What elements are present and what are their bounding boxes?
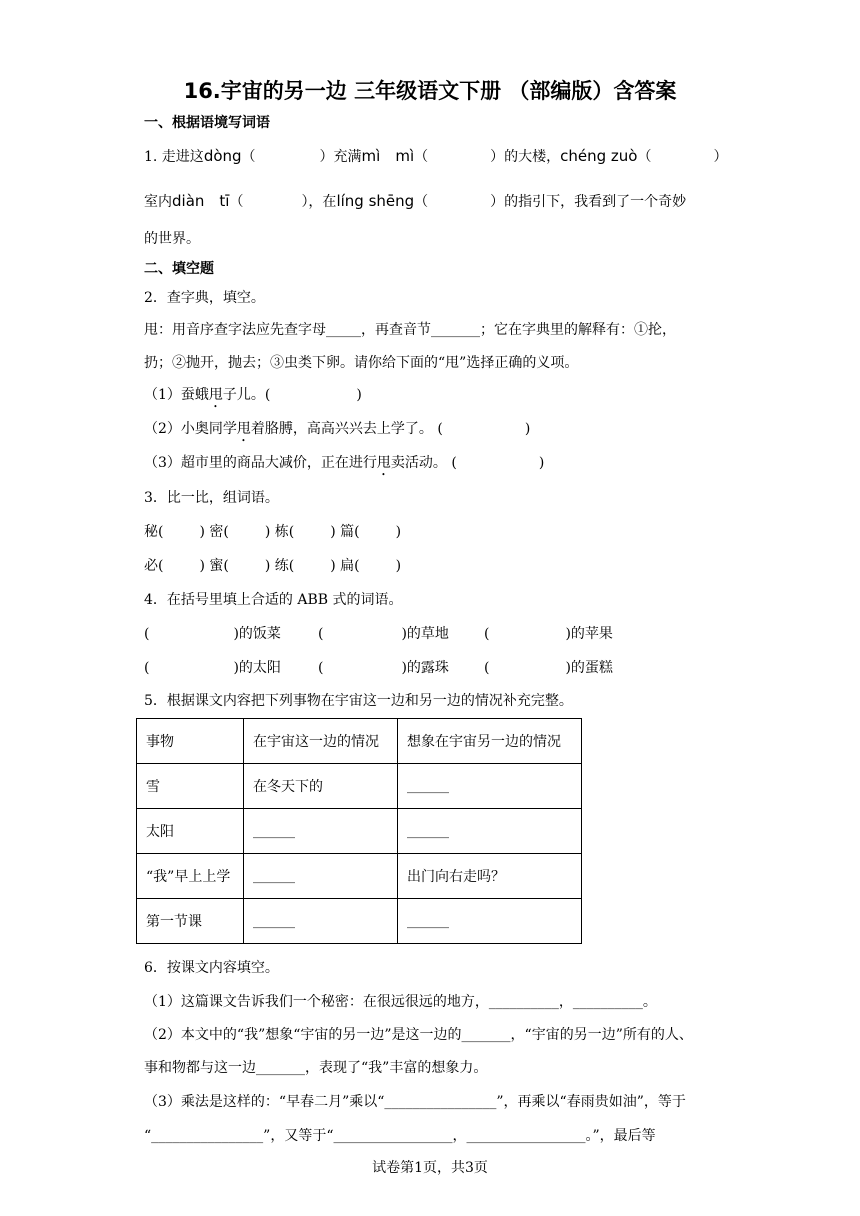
q1-text: 室内 (144, 194, 172, 210)
table-cell: 在冬天下的 (244, 764, 398, 809)
question-6-line-5: “________________”，又等于“_________________，_________________。”，最后等 (144, 1128, 656, 1144)
compare-char: 秘( (144, 524, 164, 540)
table-cell: 太阳 (137, 809, 244, 854)
abb-item: ( )的蛋糕 (484, 660, 613, 676)
sub-text: 子儿。( (222, 387, 271, 403)
table-cell: ______ (398, 764, 582, 809)
question-4-title: 4．在括号里填上合适的 ABB 式的词语。 (144, 592, 403, 608)
section-heading-1: 一、根据语境写词语 (144, 115, 270, 131)
table-row (137, 764, 582, 809)
emphasized-char: 甩 (236, 421, 251, 437)
comparison-table (136, 718, 582, 944)
section-heading-2: 二、填空题 (144, 261, 214, 277)
compare-char: ) 蜜( (199, 558, 229, 574)
q1-text: ），在 (301, 194, 337, 210)
table-cell: 雪 (137, 764, 244, 809)
compare-char: ) (395, 558, 402, 574)
table-cell: 出门向右走吗？ (398, 854, 582, 899)
page-footer: 试卷第1页，共3页 (372, 1160, 488, 1176)
table-header-row (137, 719, 582, 764)
table-cell: 第一节课 (137, 899, 244, 944)
q1-text: ）的大楼， (490, 149, 561, 165)
question-6-line-2: （2）本文中的“我”想象“宇宙的另一边”是这一边的_______，“宇宙的另一边”所有的人、 (144, 1027, 693, 1043)
question-5-title: 5．根据课文内容把下列事物在宇宙这一边和另一边的情况补充完整。 (144, 693, 573, 709)
sub-text: ) (524, 421, 531, 437)
q1-text: 1. 走进这 (144, 149, 204, 165)
sub-text: （1）蚕蛾 (144, 387, 209, 403)
question-1-line-2 (144, 191, 686, 212)
question-3-title: 3．比一比，组词语。 (144, 490, 279, 506)
abb-item: ( )的露珠 (318, 660, 449, 676)
sub-text: （3）超市里的商品大减价，正在进行 (144, 455, 377, 471)
pinyin: mì mì (361, 147, 415, 165)
question-2-line-1: 甩：用音序查字法应先查字母_____，再查音节_______；它在字典里的解释有：①抡， (144, 322, 676, 338)
question-3-row-1 (144, 522, 401, 542)
table-cell: ______ (398, 899, 582, 944)
compare-char: ) 练( (264, 558, 295, 574)
question-2-title: 2．查字典，填空。 (144, 290, 265, 306)
pinyin: diàn tī (172, 192, 230, 210)
table-header-cell: 事物 (137, 719, 244, 764)
sub-text: 卖活动。 ( (390, 455, 457, 471)
question-2-sub-3 (144, 453, 544, 479)
table-row (137, 899, 582, 944)
q1-text: （ (241, 149, 256, 165)
q1-text: ）的指引下，我看到了一个奇妙 (490, 194, 687, 210)
q1-text: ） (713, 149, 728, 165)
q1-text: ）充满 (319, 149, 362, 165)
compare-char: ) 栋( (264, 524, 295, 540)
question-2-sub-2 (144, 419, 530, 445)
table-header-cell: 在宇宙这一边的情况 (244, 719, 398, 764)
sub-text: 着胳膊，高高兴兴去上学了。 ( (250, 421, 443, 437)
compare-char: 必( (144, 558, 164, 574)
pinyin: líng shēng (336, 192, 415, 210)
table-cell: ______ (244, 809, 398, 854)
q1-text: （ (414, 149, 429, 165)
question-6-title: 6．按课文内容填空。 (144, 960, 279, 976)
q1-text: （ (637, 149, 652, 165)
table-cell: ______ (398, 809, 582, 854)
abb-item: ( )的饭菜 (144, 626, 281, 642)
page-title: 16.宇宙的另一边 三年级语文下册 （部编版）含答案 (183, 79, 677, 103)
table-cell: ______ (244, 899, 398, 944)
emphasized-char: 甩 (376, 455, 391, 471)
compare-char: ) 密( (199, 524, 229, 540)
question-6-line-3: 事和物都与这一边_______，表现了“我”丰富的想象力。 (144, 1060, 488, 1076)
abb-item: ( )的苹果 (484, 626, 613, 642)
compare-char: ) 扁( (330, 558, 360, 574)
q1-text: （ (414, 194, 429, 210)
table-header-cell: 想象在宇宙另一边的情况 (398, 719, 582, 764)
emphasized-char: 甩 (208, 387, 223, 403)
sub-text: ) (356, 387, 362, 403)
abb-item: ( )的草地 (318, 626, 449, 642)
question-6-line-4: （3）乘法是这样的：“早春二月”乘以“________________”，再乘以“春雨贵如油”，等于 (144, 1094, 686, 1110)
question-2-sub-1 (144, 385, 362, 411)
sub-text: （2）小奥同学 (144, 421, 237, 437)
question-1-line-1 (144, 146, 727, 167)
table-row (137, 854, 582, 899)
question-2-line-2: 扔；②抛开，抛去；③虫类下卵。请你给下面的“甩”选择正确的义项。 (144, 355, 579, 371)
table-cell: “我”早上上学 (137, 854, 244, 899)
question-1-line-3: 的世界。 (144, 231, 200, 247)
question-3-row-2 (144, 556, 401, 576)
abb-item: ( )的太阳 (144, 660, 281, 676)
pinyin: dòng (203, 147, 242, 165)
pinyin: chéng zuò (560, 147, 638, 165)
question-6-line-1: （1）这篇课文告诉我们一个秘密：在很远很远的地方，__________，__________。 (144, 994, 657, 1010)
sub-text: ) (538, 455, 545, 471)
table-cell: ______ (244, 854, 398, 899)
compare-char: ) 篇( (330, 524, 360, 540)
compare-char: ) (395, 524, 402, 540)
q1-text: （ (229, 194, 244, 210)
table-row (137, 809, 582, 854)
